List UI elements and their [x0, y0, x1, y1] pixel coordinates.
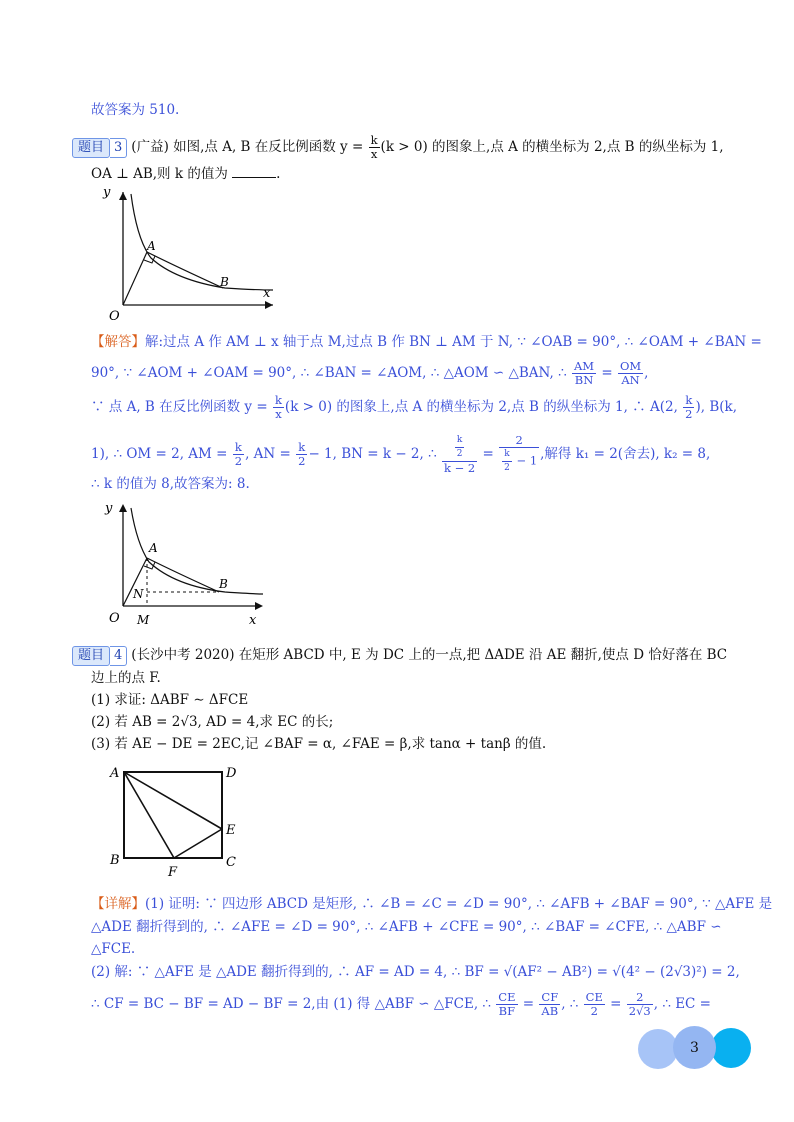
label-o: O [109, 611, 120, 626]
solution-3-line-1: 【解答】解:过点 A 作 AM ⊥ x 轴于点 M,过点 B 作 BN ⊥ AM 于 N, ∵ ∠OAB = 90°, ∴ ∠OAM + ∠BAN = [91, 334, 762, 350]
figure-hyperbola-1 [95, 180, 285, 325]
label-y: y [103, 185, 111, 200]
figure-rectangle [104, 760, 254, 885]
question-4-line-2: 边上的点 F. [91, 670, 161, 686]
label-b: B [220, 275, 229, 289]
label-m: M [137, 613, 150, 627]
solution-3-line-2: 90°, ∵ ∠AOM + ∠OAM = 90°, ∴ ∠BAN = ∠AOM, ∴ △AOM ∽ △BAN, ∴ $\frac{AM}{BN}$ = $\frac{OM}{AN}$ , [91, 359, 649, 387]
question-tag: 题目 [72, 138, 110, 158]
fraction-k-over-x: $\frac{k}{x}$ [370, 133, 378, 161]
label-b: B [110, 853, 120, 868]
label-f: F [168, 865, 178, 880]
page-decoration-circle [638, 1029, 678, 1069]
label-a: A [149, 541, 158, 555]
detail-line-5: ∴ CF = BC − BF = AD − BF = 2,由 (1) 得 △ABF ∽ △FCE, ∴ $\frac{CE}{BF}$ = $\frac{CF}{AB}$ , ∴ $\frac{CE}{2}$ = $\frac{2}{2√3}$ , ∴ EC = [91, 990, 711, 1018]
question-3-line-1: 题目 3 (广益) 如图,点 A, B 在反比例函数 y = $\frac{k}{x}$ (k > 0) 的图象上,点 A 的横坐标为 2,点 B 的纵坐标为 1, [72, 134, 724, 161]
previous-answer: 故答案为 510. [91, 102, 180, 118]
label-d: D [226, 766, 237, 781]
solution-3-line-5: ∴ k 的值为 8,故答案为: 8. [91, 476, 250, 492]
solution-3-line-3: ∵ 点 A, B 在反比例函数 y = $\frac{k}{x}$ (k > 0) 的图象上,点 A 的横坐标为 2,点 B 的纵坐标为 1, ∴ A(2, $\frac{k}{2}$ ), B(k, [91, 393, 737, 421]
solution-3-line-4: 1), ∴ OM = 2, AM = $\frac{k}{2}$ , AN = $\frac{k}{2}$ − 1, BN = k − 2, ∴ $\frac{\frac{k}{2}}{k - 2}$ = 2 $\frac{k}{2}$ − 1 ,解得 k₁ = 2(舍去), k₂ = 8, [91, 433, 711, 475]
label-b: B [219, 577, 228, 591]
question-tag: 题目 [72, 646, 110, 666]
question-4-part-3: (3) 若 AE − DE = 2EC,记 ∠BAF = α, ∠FAE = β,求 tanα + tanβ 的值. [91, 736, 547, 752]
figure-hyperbola-2 [95, 496, 275, 631]
detail-line-1: 【详解】(1) 证明: ∵ 四边形 ABCD 是矩形, ∴ ∠B = ∠C = ∠D = 90°, ∴ ∠AFB + ∠BAF = 90°, ∵ △AFE 是 [91, 896, 773, 912]
detail-line-4: (2) 解: ∵ △AFE 是 △ADE 翻折得到的, ∴ AF = AD = 4, ∴ BF = √(AF² − AB²) = √(4² − (2√3)²) = 2, [91, 964, 740, 980]
detail-line-2: △ADE 翻折得到的, ∴ ∠AFE = ∠D = 90°, ∴ ∠AFB + ∠CFE = 90°, ∴ ∠BAF = ∠CFE, ∴ △ABF ∽ [91, 919, 722, 935]
detail-line-3: △FCE. [91, 941, 136, 957]
label-c: C [226, 855, 236, 870]
question-3-line-2: OA ⊥ AB,则 k 的值为 . [91, 163, 280, 184]
question-4-part-1: (1) 求证: ΔABF ∼ ΔFCE [91, 692, 249, 708]
label-x: x [249, 613, 257, 628]
label-e: E [226, 823, 236, 838]
page-number: 3 [673, 1026, 716, 1069]
label-a: A [110, 766, 120, 781]
question-4-line-1: 题目 4 (长沙中考 2020) 在矩形 ABCD 中, E 为 DC 上的一点,把 ΔADE 沿 AE 翻折,使点 D 恰好落在 BC [72, 645, 727, 666]
label-x: x [263, 286, 271, 301]
label-y: y [105, 501, 113, 516]
label-n: N [133, 587, 144, 601]
label-a: A [147, 239, 156, 253]
label-o: O [109, 309, 120, 324]
page-decoration-circle [711, 1028, 751, 1068]
question-number: 3 [110, 138, 127, 158]
question-number: 4 [110, 646, 127, 666]
answer-blank [232, 163, 276, 178]
question-4-part-2: (2) 若 AB = 2√3, AD = 4,求 EC 的长; [91, 714, 334, 730]
